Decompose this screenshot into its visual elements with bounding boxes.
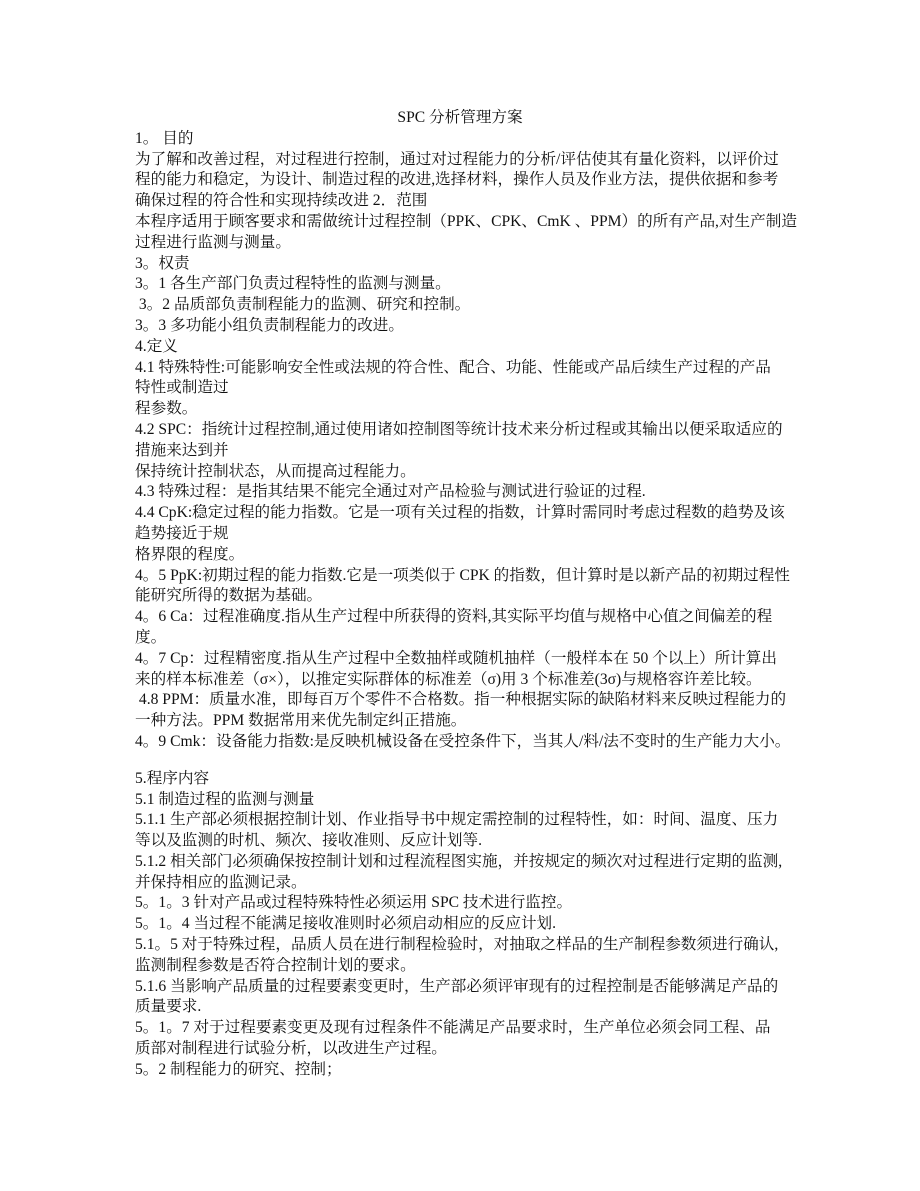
text-line: 4.定义 — [135, 337, 178, 355]
text-line: 等以及监测的时机、频次、接收准则、反应计划等. — [135, 832, 482, 850]
text-line: 为了解和改善过程，对过程进行控制，通过对过程能力的分析/评估使其有量化资料，以评价过 — [135, 150, 779, 168]
text-line: 本程序适用于顾客要求和需做统计过程控制（PPK、CPK、CmK 、PPM）的所有产品,对生产制造 — [135, 212, 797, 230]
text-line: 3。权责 — [135, 254, 190, 272]
text-line: 并保持相应的监测记录。 — [135, 873, 307, 891]
text-line: 4.3 特殊过程：是指其结果不能完全通过对产品检验与测试进行验证的过程. — [135, 483, 646, 501]
text-line: 5.1.6 当影响产品质量的过程要素变更时，生产部必须评审现有的过程控制是否能够满足产品的 — [135, 977, 779, 995]
text-line: 5。2 制程能力的研究、控制； — [135, 1060, 342, 1078]
text-line: 4。5 PpK:初期过程的能力指数.它是一项类似于 CPK 的指数，但计算时是以新产品的初期过程性 — [135, 566, 790, 584]
text-line: 3。3 多功能小组负责制程能力的改进。 — [135, 316, 404, 334]
document-page — [135, 108, 795, 1081]
text-line: 4.8 PPM：质量水准，即每百万个零件不合格数。指一种根据实际的缺陷材料来反映过程能力的 — [135, 691, 787, 709]
text-line: 质部对制程进行试验分析，以改进生产过程。 — [135, 1040, 447, 1058]
text-line: 程的能力和稳定，为设计、制造过程的改进,选择材料，操作人员及作业方法，提供依据和参考 — [135, 171, 779, 189]
text-line: 4.1 特殊特性:可能影响安全性或法规的符合性、配合、功能、性能或产品后续生产过程的产品 — [135, 358, 771, 376]
text-line: 质量要求. — [135, 998, 202, 1016]
text-line: 措施来达到并 — [135, 441, 229, 459]
sections-1-to-4 — [135, 129, 795, 753]
blank-line — [135, 753, 795, 769]
text-line: 5.1。5 对于特殊过程，品质人员在进行制程检验时，对抽取之样品的生产制程参数须进行确认, — [135, 936, 779, 954]
text-line: 来的样本标准差（σ×），以推定实际群体的标准差（σ)用 3 个标准差(3σ)与规格容许差比较。 — [135, 670, 762, 688]
text-line: 5.程序内容 — [135, 769, 210, 787]
text-line: 4.4 CpK:稳定过程的能力指数。它是一项有关过程的指数，计算时需同时考虑过程数的趋势及该 — [135, 504, 785, 522]
text-line: 5.1.2 相关部门必须确保按控制计划和过程流程图实施，并按规定的频次对过程进行定期的监测, — [135, 852, 783, 870]
text-line: 1。 目的 — [135, 129, 194, 147]
text-line: 5.1 制造过程的监测与测量 — [135, 790, 315, 808]
text-line: 5.1.1 生产部必须根据控制计划、作业指导书中规定需控制的过程特性，如：时间、温度、压力 — [135, 811, 779, 829]
text-line: 趋势接近于规 — [135, 524, 229, 542]
text-line: 过程进行监测与测量。 — [135, 233, 291, 251]
text-line: 格界限的程度。 — [135, 545, 245, 563]
text-line: 一种方法。PPM 数据常用来优先制定纠正措施。 — [135, 712, 467, 730]
text-line: 5。1。3 针对产品或过程特殊特性必须运用 SPC 技术进行监控。 — [135, 894, 573, 912]
text-line: 3。2 品质部负责制程能力的监测、研究和控制。 — [135, 296, 471, 314]
text-line: 能研究所得的数据为基础。 — [135, 587, 323, 605]
text-line: 4.2 SPC：指统计过程控制,通过使用诸如控制图等统计技术来分析过程或其输出以便采取适应的 — [135, 420, 783, 438]
text-line: 特性或制造过 — [135, 379, 229, 397]
section-5 — [135, 769, 795, 1081]
text-line: 3。1 各生产部门负责过程特性的监测与测量。 — [135, 275, 451, 293]
text-line: 监测制程参数是否符合控制计划的要求。 — [135, 956, 416, 974]
text-line: 4。6 Ca：过程准确度.指从生产过程中所获得的资料,其实际平均值与规格中心值之间偏差的程 — [135, 608, 773, 626]
text-line: 程参数。 — [135, 400, 198, 418]
document-title: SPC 分析管理方案 — [397, 109, 523, 126]
text-line: 保持统计控制状态，从而提高过程能力。 — [135, 462, 416, 480]
text-line: 5。1。4 当过程不能满足接收准则时必须启动相应的反应计划. — [135, 915, 557, 933]
text-line: 5。1。7 对于过程要素变更及现有过程条件不能满足产品要求时，生产单位必须会同工程、品 — [135, 1019, 771, 1037]
text-line: 4。7 Cp：过程精密度.指从生产过程中全数抽样或随机抽样（一般样本在 50 个以上）所计算出 — [135, 649, 777, 667]
text-line: 4。9 Cmk：设备能力指数:是反映机械设备在受控条件下，当其人/料/法不变时的生产能力大小。 — [135, 732, 791, 750]
text-line: 确保过程的符合性和实现持续改进 2．范围 — [135, 192, 428, 210]
text-line: 度。 — [135, 628, 167, 646]
